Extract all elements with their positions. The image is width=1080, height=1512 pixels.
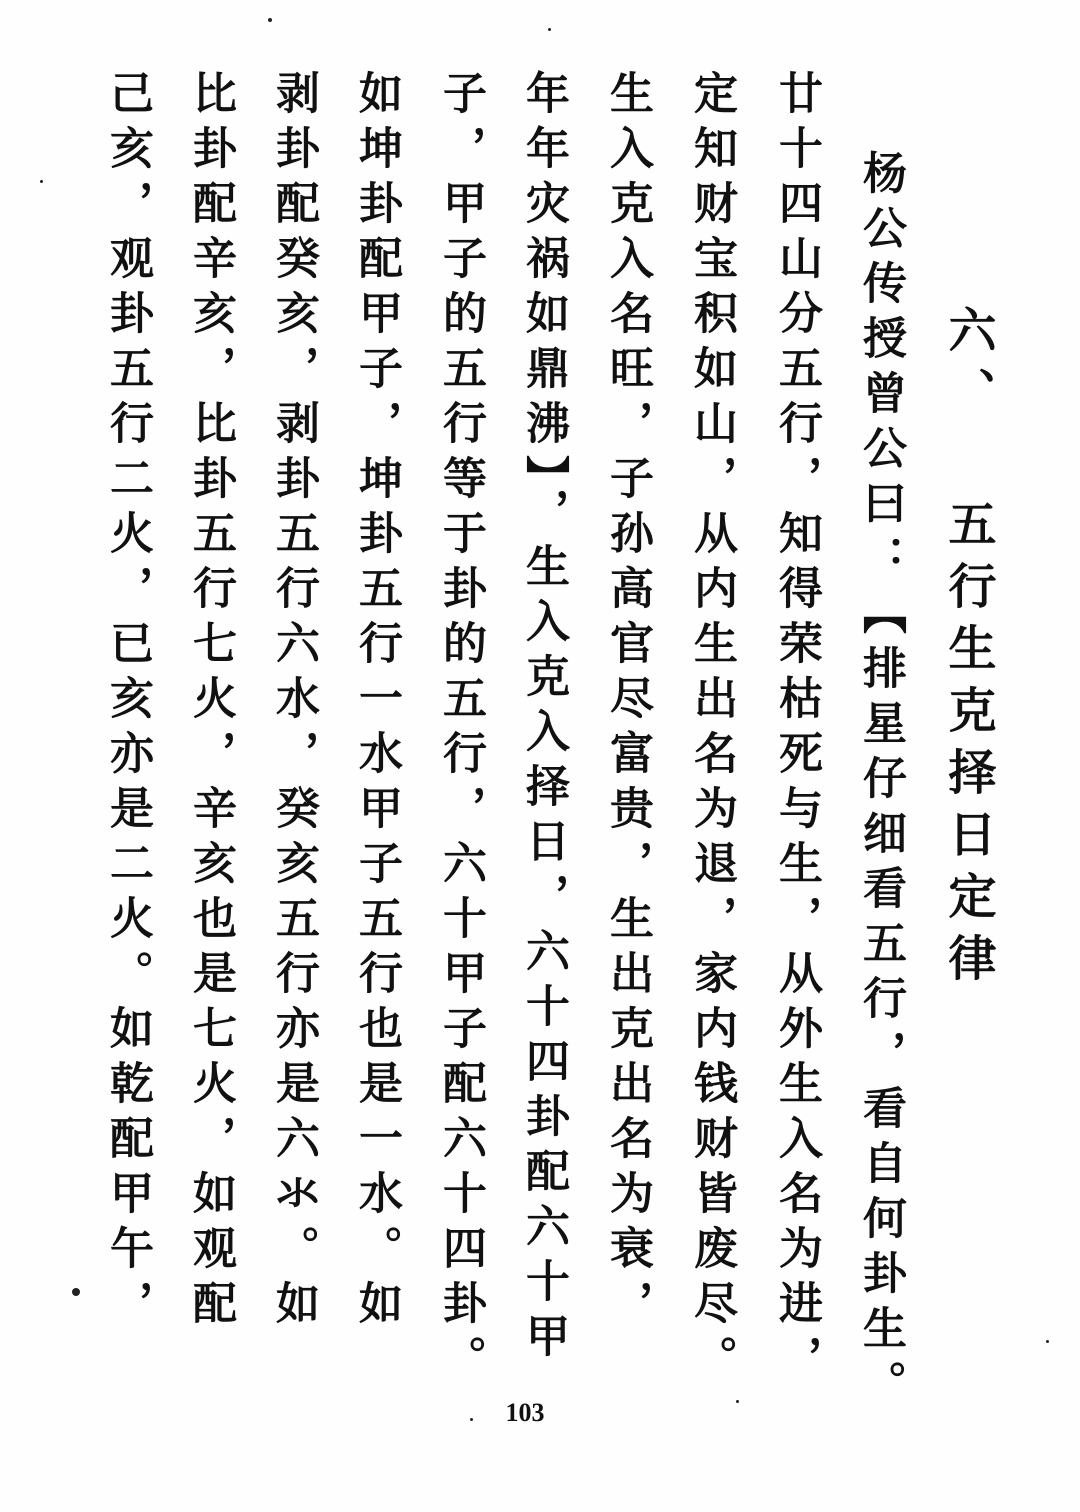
page-number: 103 [505,1398,545,1427]
section-title: 六、 五行生克择日定律 [940,305,996,995]
scan-speck [470,1418,473,1421]
scan-speck [40,180,43,183]
scan-speck [548,28,551,31]
scan-speck [268,18,272,22]
scan-speck [736,1400,739,1403]
text-column-7: 如坤卦配甲子，坤卦五行一水甲子五行也是一水。如 [351,70,402,1335]
text-column-4: 生入克入名旺，子孙高官尽富贵，生出克出名为衰， [602,70,653,1335]
text-column-5: 年年灾祸如鼎沸】，生入克入择日，六十四卦配六十甲 [518,70,569,1368]
text-column-10: 己亥，观卦五行二火，已亥亦是二火。如乾配甲午， [102,70,153,1335]
text-column-6: 子，甲子的五行等于卦的五行，六十甲子配六十四卦。 [435,70,486,1390]
scan-speck [1046,1340,1049,1343]
text-column-3: 定知财宝积如山，从内生出名为退，家内钱财皆废尽。 [686,70,737,1390]
scan-speck [72,1288,80,1296]
text-column-2: 廿十四山分五行，知得荣枯死与生，从外生入名为进， [771,70,822,1390]
text-column-1: 杨公传授曾公曰：【排星仔细看五行，看自何卦生。 [855,150,906,1415]
text-column-8: 剥卦配癸亥，剥卦五行六水，癸亥五行亦是六氺。如 [268,70,319,1335]
text-column-9: 比卦配辛亥，比卦五行七火，辛亥也是七火，如观配 [185,70,236,1335]
